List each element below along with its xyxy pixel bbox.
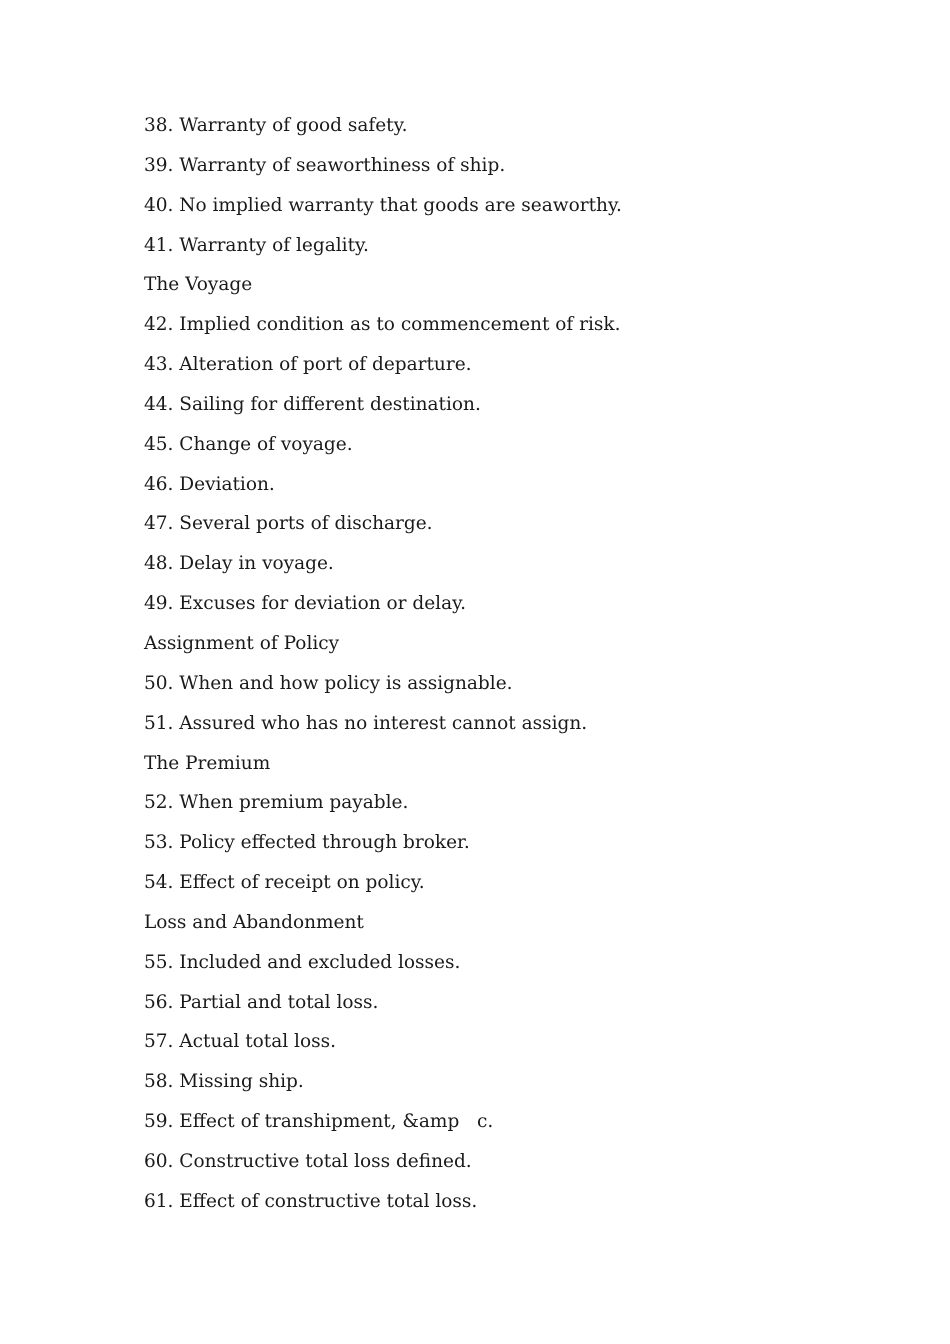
toc-entry: 44. Sailing for different destination. [144,393,481,415]
toc-entry: 49. Excuses for deviation or delay. [144,593,466,615]
toc-entry: 41. Warranty of legality. [144,234,369,256]
toc-entry: 38. Warranty of good safety. [144,115,408,136]
toc-entry: 48. Delay in voyage. [144,553,334,575]
section-heading: Assignment of Policy [144,632,340,654]
toc-entry: 58. Missing ship. [144,1071,304,1093]
toc-entry: 50. When and how policy is assignable. [144,672,513,694]
section-heading: The Voyage [144,274,253,296]
toc-entry: 39. Warranty of seaworthiness of ship. [144,154,506,176]
toc-entry: 45. Change of voyage. [144,433,353,455]
toc-entry: 52. When premium payable. [144,792,409,814]
toc-entry: 59. Effect of transhipment, &amp c. [144,1111,494,1133]
toc-entry: 53. Policy effected through broker. [144,832,470,854]
document-page [144,109,904,1225]
toc-entry: 56. Partial and total loss. [144,991,379,1013]
toc-entry: 46. Deviation. [144,473,275,495]
section-heading: Loss and Abandonment [144,911,364,933]
toc-entry: 60. Constructive total loss defined. [144,1150,472,1172]
toc-entry: 42. Implied condition as to commencement of risk. [144,314,621,336]
toc-entry: 40. No implied warranty that goods are seaworthy. [144,194,622,216]
toc-entry: 61. Effect of constructive total loss. [144,1190,478,1212]
toc-entry: 55. Included and excluded losses. [144,951,461,973]
toc-entry: 57. Actual total loss. [144,1031,336,1053]
toc-entry: 51. Assured who has no interest cannot assign. [144,712,588,734]
toc-entry: 54. Effect of receipt on policy. [144,872,425,894]
toc-entry: 43. Alteration of port of departure. [144,354,472,376]
section-heading: The Premium [144,752,271,774]
toc-entry: 47. Several ports of discharge. [144,513,433,535]
